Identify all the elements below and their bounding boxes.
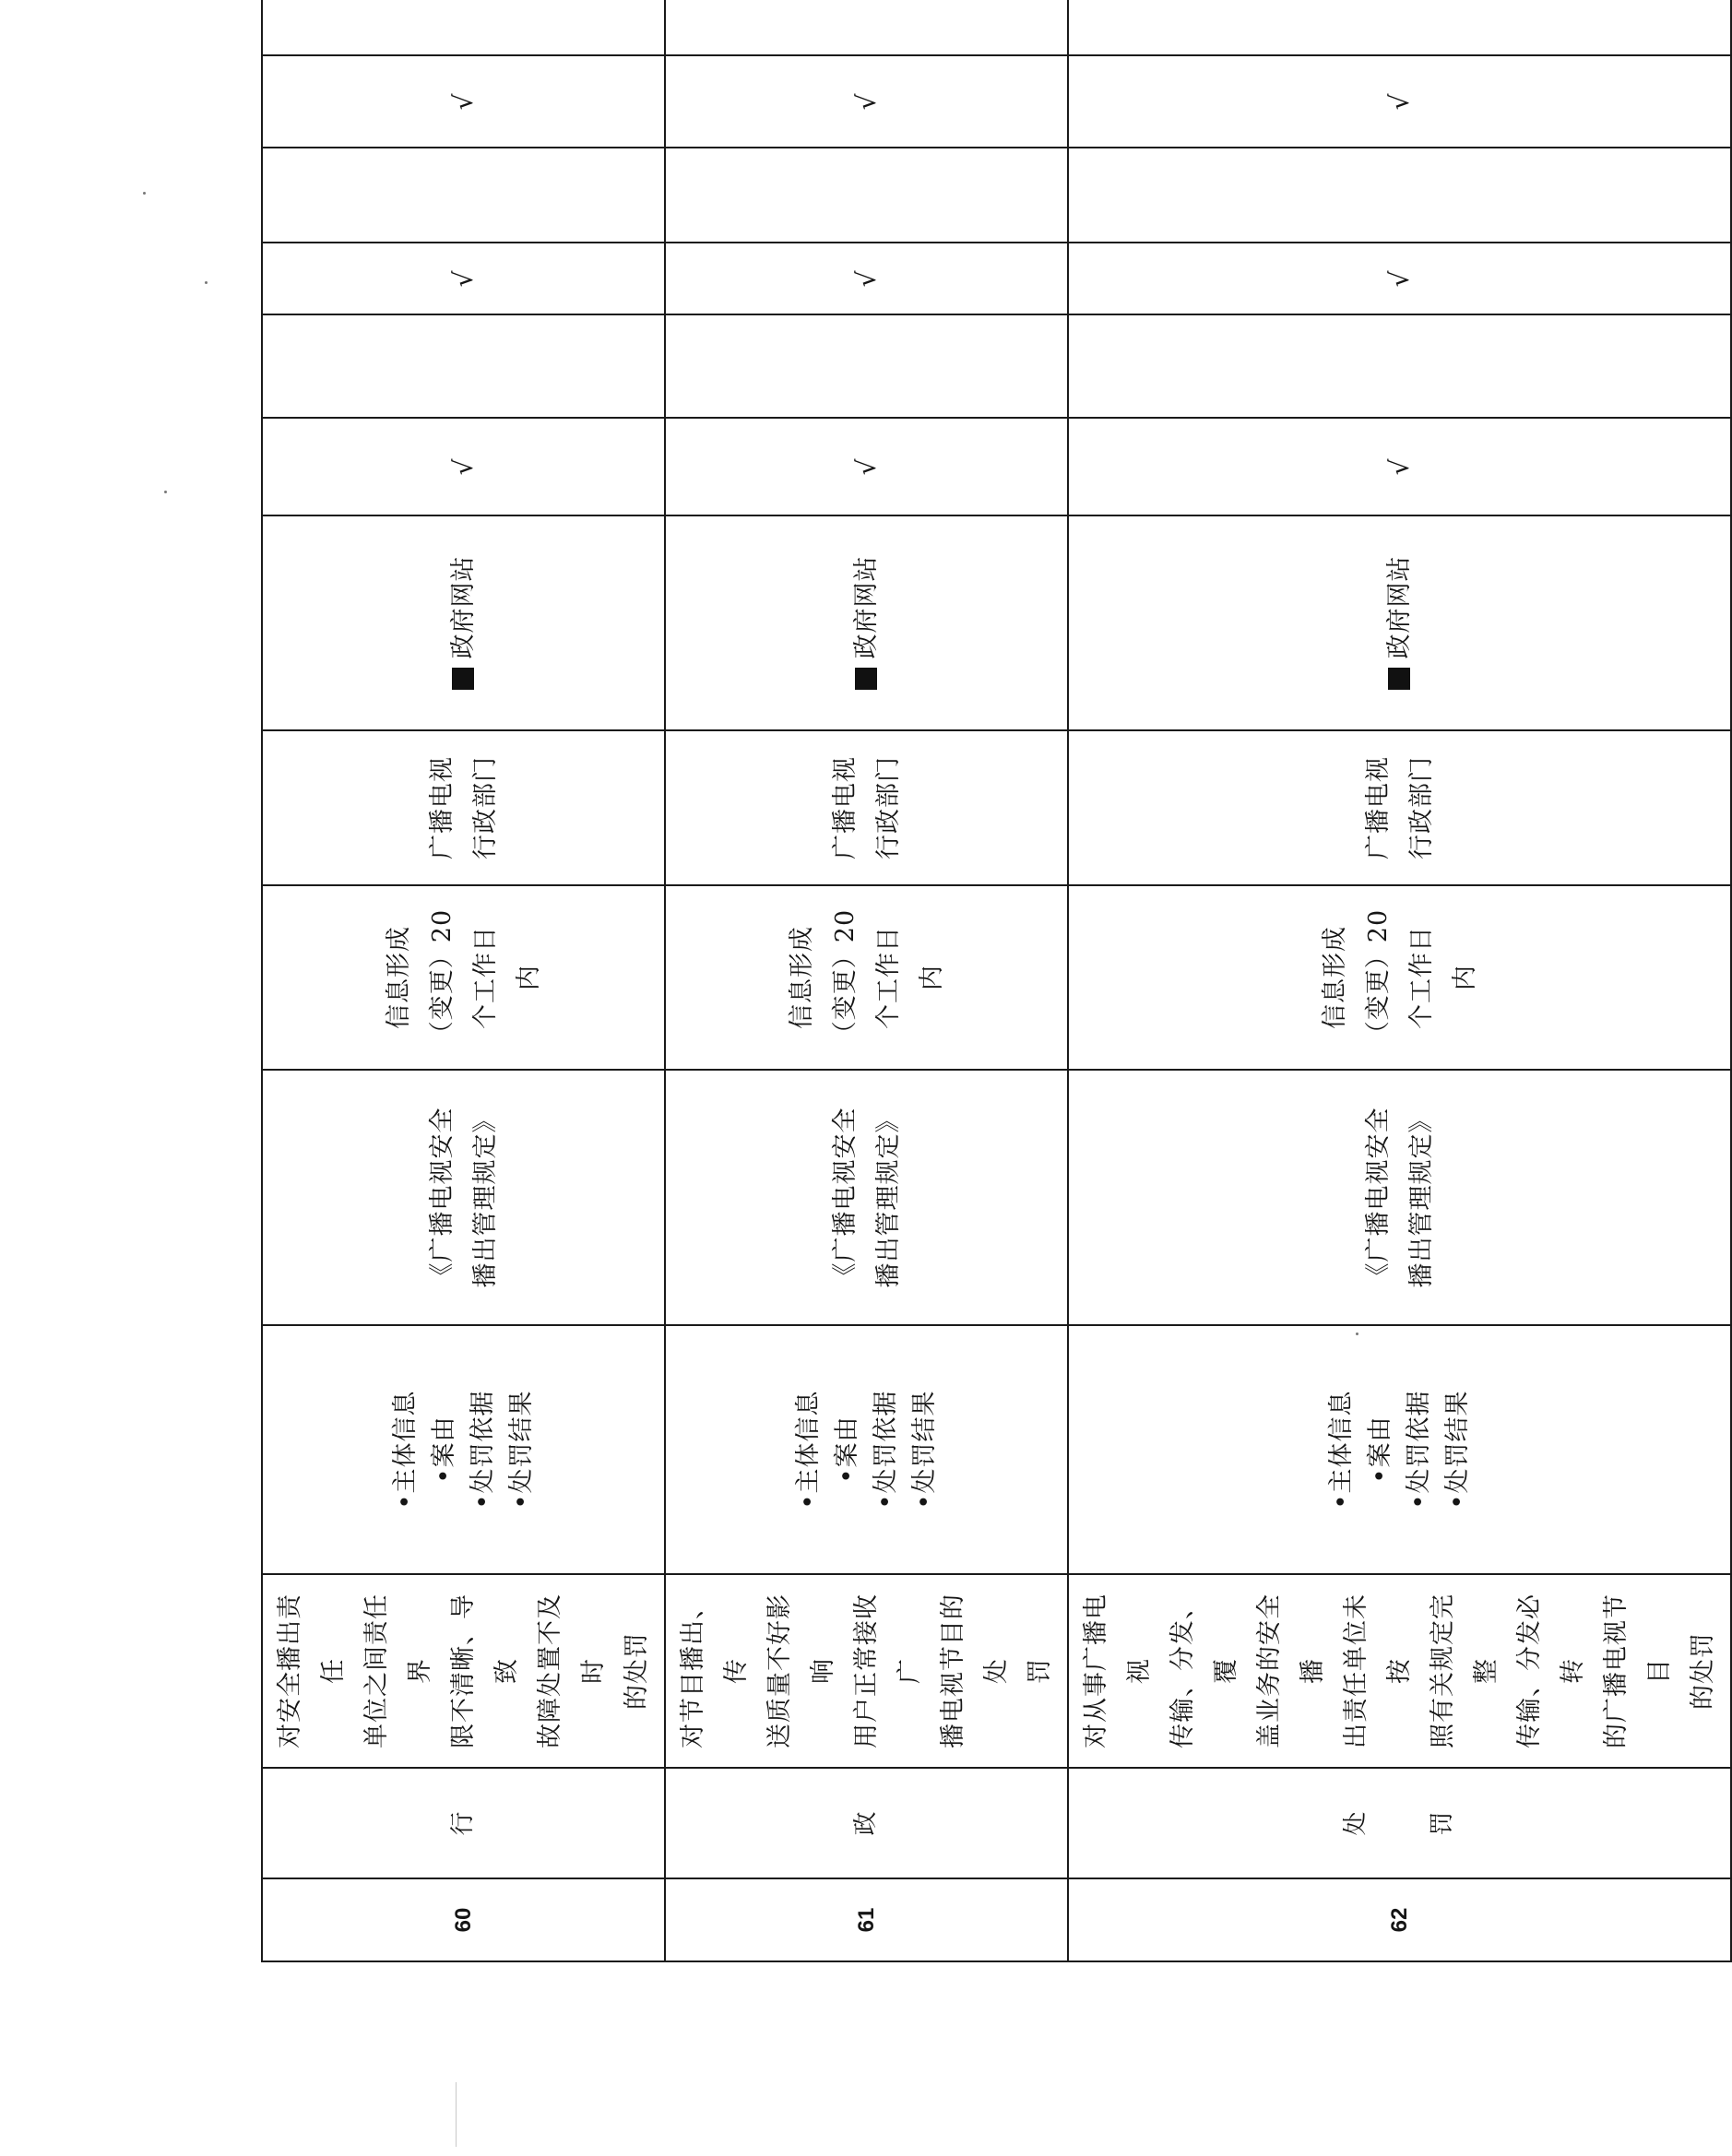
content-line: •处罚依据 [871,1390,900,1510]
item-name [1068,1574,1731,1768]
responsible-department [1068,730,1731,885]
period-line: 内 [514,965,543,990]
empty-cell [665,0,1068,55]
period-line: 个工作日 [873,926,903,1029]
period-line: 内 [1450,965,1479,990]
item-name [262,1574,665,1768]
category-char: 罚 [1429,1810,1456,1836]
table-row [262,0,665,1961]
scan-speck [164,491,167,493]
period-line: （变更）20 [830,908,860,1047]
item-name [665,1574,1068,1768]
check-mark-cell: √ [262,55,665,148]
scan-artifact-line [456,2082,457,2147]
responsible-department [665,730,1068,885]
item-line: 照有关规定完整 [1429,1593,1501,1748]
disclosure-content [665,1325,1068,1574]
basis-line: 《广播电视安全 [830,1107,860,1288]
content-line: •案由 [832,1416,861,1484]
content-line: •处罚结果 [506,1390,536,1510]
basis-line: 《广播电视安全 [1363,1107,1393,1288]
dept-line: 广播电视 [427,756,457,859]
item-line: 播电视节目的处 [939,1593,1011,1748]
content-line: •主体信息 [1326,1390,1356,1510]
disclosure-channel [1068,515,1731,730]
item-line: 传输、分发、覆 [1169,1593,1240,1748]
disclosure-channel [665,515,1068,730]
item-line: 的处罚 [623,1632,651,1710]
disclosure-table [261,0,1732,1962]
period-line: 信息形成 [787,926,816,1029]
check-mark-cell: √ [1068,243,1731,314]
item-line: 对从事广播电视 [1082,1593,1154,1748]
item-line: 盖业务的安全播 [1255,1593,1327,1748]
legal-basis [1068,1070,1731,1325]
scan-speck [205,281,208,284]
category-chars [1068,1768,1731,1878]
legal-basis [665,1070,1068,1325]
category-char: 处 [1342,1810,1370,1836]
item-line: 对安全播出责任 [276,1593,348,1748]
checkbox-filled-icon [452,669,474,691]
empty-cell [1068,314,1731,418]
check-mark-cell: √ [665,55,1068,148]
item-line: 罚 [1026,1658,1054,1684]
period-line: （变更）20 [1363,908,1393,1047]
basis-line: 播出管理规定》 [470,1107,500,1288]
channel-label: 政府网站 [1385,555,1414,659]
channel-label: 政府网站 [449,555,478,659]
empty-cell [1068,0,1731,55]
dept-line: 行政部门 [470,756,500,859]
content-line: •处罚结果 [1442,1390,1472,1510]
period-line: 个工作日 [470,926,500,1029]
item-line: 的广播电视节目 [1602,1593,1674,1748]
item-line: 送质量不好影响 [765,1593,837,1748]
checkbox-filled-icon [1388,669,1410,691]
content-line: •处罚依据 [1404,1390,1433,1510]
check-mark-cell: √ [665,243,1068,314]
row-number: 60 [262,1878,665,1961]
checkbox-filled-icon [855,669,877,691]
check-mark-cell: √ [262,418,665,515]
empty-cell [665,148,1068,243]
disclosure-period [1068,885,1731,1070]
disclosure-content [262,1325,665,1574]
period-line: 信息形成 [384,926,413,1029]
dept-line: 广播电视 [830,756,860,859]
item-line: 对节目播出、传 [679,1593,751,1748]
dept-line: 广播电视 [1363,756,1393,859]
period-line: 内 [917,965,946,990]
item-line: 单位之间责任界 [362,1593,434,1748]
disclosure-period [665,885,1068,1070]
disclosure-period [262,885,665,1070]
dept-line: 行政部门 [873,756,903,859]
content-line: •主体信息 [390,1390,420,1510]
content-line: •案由 [1365,1416,1394,1484]
content-line: •处罚依据 [468,1390,497,1510]
item-line: 故障处置不及时 [536,1593,608,1748]
period-line: （变更）20 [427,908,457,1047]
content-line: •案由 [429,1416,458,1484]
content-line: •主体信息 [793,1390,823,1510]
row-number: 62 [1068,1878,1731,1961]
period-line: 信息形成 [1320,926,1349,1029]
check-mark-cell: √ [665,418,1068,515]
empty-cell [262,148,665,243]
check-mark-cell: √ [1068,418,1731,515]
check-mark-cell: √ [1068,55,1731,148]
basis-line: 播出管理规定》 [1406,1107,1436,1288]
basis-line: 《广播电视安全 [427,1107,457,1288]
basis-line: 播出管理规定》 [873,1107,903,1288]
rotated-table-container [261,92,1717,1962]
item-line: 出责任单位未按 [1342,1593,1414,1748]
disclosure-content [1068,1325,1731,1574]
item-line: 用户正常接收广 [852,1593,924,1748]
row-number: 61 [665,1878,1068,1961]
empty-cell [262,0,665,55]
responsible-department [262,730,665,885]
channel-label: 政府网站 [852,555,881,659]
dept-line: 行政部门 [1406,756,1436,859]
empty-cell [1068,148,1731,243]
check-mark-cell: √ [262,243,665,314]
disclosure-channel [262,515,665,730]
legal-basis [262,1070,665,1325]
table-row [665,0,1068,1961]
period-line: 个工作日 [1406,926,1436,1029]
scan-speck [143,192,146,195]
scan-speck [1356,1333,1358,1335]
content-line: •处罚结果 [909,1390,939,1510]
item-line: 传输、分发必转 [1515,1593,1587,1748]
category-char: 政 [665,1768,1068,1878]
item-line: 的处罚 [1689,1632,1717,1710]
item-line: 限不清晰、导致 [449,1593,521,1748]
empty-cell [262,314,665,418]
table-row [1068,0,1731,1961]
category-char: 行 [262,1768,665,1878]
empty-cell [665,314,1068,418]
